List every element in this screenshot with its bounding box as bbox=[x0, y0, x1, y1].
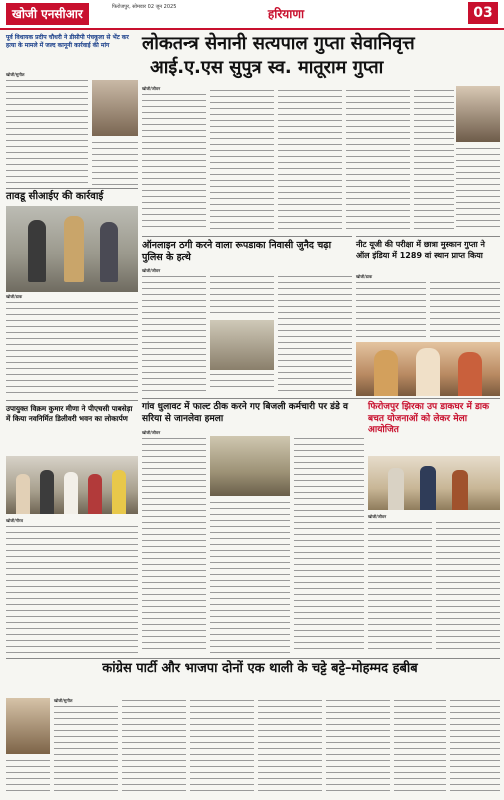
post-office-photo bbox=[368, 456, 500, 510]
portrait-photo bbox=[456, 86, 500, 142]
article-body-text bbox=[210, 372, 274, 392]
article-body-text bbox=[368, 520, 432, 654]
article-headline-upayukt: उपायुक्त विक्रम कुमार मीणा ने पीएचसी पाबसेड़ा में किया नवनिर्मित डिलीवरी भवन का लोकार्पण bbox=[6, 404, 133, 423]
article-body-text bbox=[6, 78, 88, 186]
page-number: 03 bbox=[468, 2, 498, 24]
divider bbox=[6, 188, 138, 189]
article-body-text bbox=[346, 88, 410, 232]
article-byline: खोजी/जीवन bbox=[142, 430, 161, 435]
article-byline: खोजी/सुनील bbox=[6, 72, 25, 77]
article-byline: खोजी/जीवन bbox=[142, 86, 161, 91]
portrait-photo bbox=[6, 698, 50, 754]
article-body-text bbox=[294, 436, 364, 654]
article-body-text bbox=[430, 280, 500, 340]
article-body-text bbox=[6, 300, 138, 396]
article-byline: खोजी/जीवन bbox=[142, 268, 161, 273]
article-body-text bbox=[210, 88, 274, 232]
article-body-text bbox=[456, 146, 500, 232]
accused-photo bbox=[210, 320, 274, 370]
article-headline-left-top: पूर्व विधायक प्रदीप चौधरी ने डीसीपी पंचकूला से भेंट कर हत्या के मामले में जल्द कानूनी कार्रवाई की मांग bbox=[6, 34, 129, 49]
article-byline: खोजी/डाक bbox=[356, 274, 373, 279]
main-headline-line1: लोकतन्त्र सेनानी सत्यपाल गुप्ता सेवानिवृत्त bbox=[142, 33, 415, 54]
article-byline: खोजी/डाक bbox=[6, 294, 23, 299]
article-body-text bbox=[414, 88, 454, 232]
portrait-photo bbox=[92, 80, 138, 136]
main-headline-line2: आई.ए.एस सुपुत्र स्व. मातूराम गुप्ता bbox=[150, 57, 384, 78]
divider bbox=[142, 398, 500, 399]
section-title: हरियाणा bbox=[267, 7, 305, 21]
article-body-text bbox=[142, 436, 206, 654]
article-body-text bbox=[142, 274, 206, 392]
article-body-text bbox=[190, 698, 254, 796]
article-body-text bbox=[6, 758, 50, 796]
inauguration-photo bbox=[6, 456, 138, 514]
article-body-text bbox=[92, 140, 138, 186]
article-body-text bbox=[210, 274, 274, 318]
article-headline-tavdu: तावडू सीआईए की कार्रवाई bbox=[6, 191, 104, 202]
divider bbox=[6, 658, 500, 659]
article-body-text bbox=[326, 698, 390, 796]
article-body-text bbox=[54, 704, 118, 796]
divider bbox=[6, 400, 138, 401]
date-line: फिरोजपुर, सोमवार 02 जून 2025 bbox=[112, 4, 177, 10]
article-body-text bbox=[450, 698, 500, 796]
article-body-text bbox=[6, 524, 138, 654]
article-body-text bbox=[210, 500, 290, 654]
article-headline-bottom: कांग्रेस पार्टी और भाजपा दोनों एक थाली के चट्टे बट्टे–मोहम्मद हबीब bbox=[102, 661, 418, 676]
article-body-text bbox=[258, 698, 322, 796]
article-body-text bbox=[122, 698, 186, 796]
article-body-text bbox=[436, 520, 500, 654]
students-photo bbox=[356, 342, 500, 396]
article-byline: खोजी/सुनील bbox=[54, 698, 73, 703]
article-headline-ferozepur: फिरोजपुर झिरका उप डाकघर में डाक बचत योजनाओं को लेकर मेला आयोजित bbox=[368, 402, 490, 435]
villagers-photo bbox=[210, 436, 290, 496]
divider bbox=[142, 236, 352, 237]
article-body-text bbox=[278, 88, 342, 232]
divider bbox=[356, 236, 500, 237]
article-body-text bbox=[278, 274, 352, 392]
article-body-text bbox=[394, 698, 446, 796]
newspaper-logo: खोजी एनसीआर bbox=[6, 3, 89, 25]
article-body-text bbox=[356, 280, 426, 340]
article-headline-neet: नीट यूजी की परीक्षा में छात्रा मुस्कान गुप्ता ने ऑल इंडिया में 1289 वां स्थान प्राप्त किया bbox=[356, 240, 485, 260]
police-photo bbox=[6, 206, 138, 292]
article-byline: खोजी/जीवन bbox=[368, 514, 387, 519]
article-byline: खोजी/गौरव bbox=[6, 518, 23, 523]
article-body-text bbox=[142, 92, 206, 232]
article-headline-bijli: गांव धुलावट में फाल्ट ठीक करने गए बिजली कर्मचारी पर डंडे व सरिया से जानलेवा हमला bbox=[142, 402, 348, 424]
article-headline-online-thagi: ऑनलाइन ठगी करने वाला रूपडाका निवासी जुनैद चढ़ा पुलिस के हत्थे bbox=[142, 240, 332, 263]
